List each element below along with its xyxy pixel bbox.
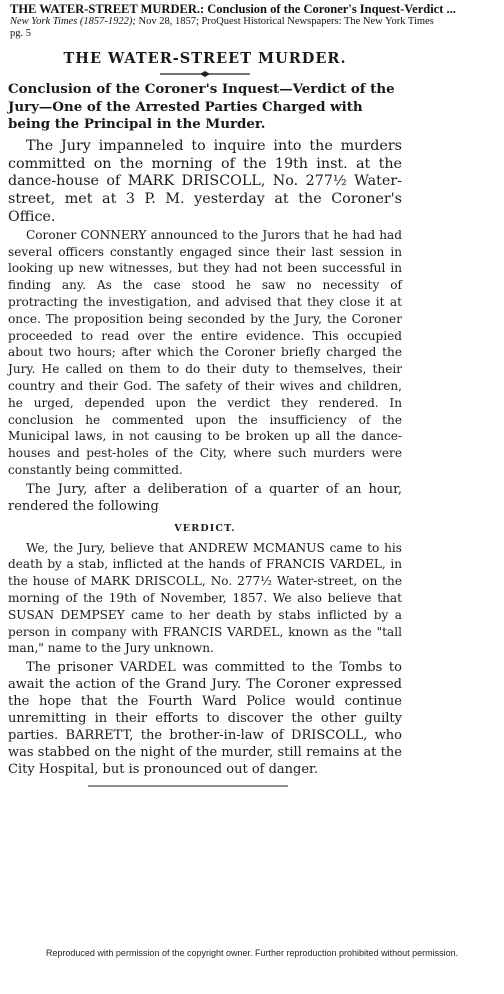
copyright-notice: Reproduced with permission of the copyright owner. Further reproduction prohibited without permission. xyxy=(45,948,459,958)
citation-source xyxy=(10,16,496,28)
subheadline: Conclusion of the Coroner's Inquest—Verdict of the Jury—One of the Arrested Parties Charged with being the Principal in the Murder. xyxy=(8,81,395,133)
citation-page: pg. 5 xyxy=(10,28,31,39)
paragraph-2: Coroner CONNERY announced to the Jurors that he had had several officers constantly engaged since their last session in looking up new witnesses, but they had not been successful in finding any. As the case stood he saw no necessity of protracting the investigation, and advised that they close it at once. The proposition being seconded by the Jury, the Coroner proceeded to read over the entire evidence. This occupied about two hours; after which the Coroner briefly charged the Jury. He called on them to do their duty to themselves, their country and their God. The safety of their wives and children, he urged, depended upon the verdict they rendered. In conclusion he commented upon the insufficiency of the Municipal laws, in not causing to be broken up all the dance-houses and pest-holes of the City, where such murders were constantly being committed. xyxy=(8,227,402,477)
paragraph-5: The prisoner VARDEL was committed to the Tombs to await the action of the Grand Jury. The Coroner expressed the hope that the Fourth Ward Police would continue unremitting in their efforts to discover the other guilty parties. BARRETT, the brother-in-law of DRISCOLL, who was stabbed on the night of the murder, still remains at the City Hospital, but is pronounced out of danger. xyxy=(8,660,402,778)
citation-details: Nov 28, 1857; ProQuest Historical Newspapers: The New York Times xyxy=(135,16,434,27)
verdict-heading: VERDICT. xyxy=(174,522,236,534)
paragraph-3: The Jury, after a deliberation of a quarter of an hour, rendered the following xyxy=(8,481,402,514)
citation-header xyxy=(10,2,496,40)
headline: THE WATER-STREET MURDER. xyxy=(63,50,347,67)
article-body xyxy=(8,138,402,778)
end-rule xyxy=(88,784,288,788)
ornament-rule xyxy=(160,71,250,77)
citation-title: THE WATER-STREET MURDER.: Conclusion of the Coroner's Inquest-Verdict ... xyxy=(10,2,456,16)
publication-name: New York Times (1857-1922); xyxy=(10,16,136,27)
paragraph-4: We, the Jury, believe that ANDREW MCMANUS came to his death by a stab, inflicted at the hands of FRANCIS VARDEL, in the house of MARK DRISCOLL, No. 277½ Water-street, on the morning of the 19th of November, 1857. We also believe that SUSAN DEMPSEY came to her death by stabs inflicted by a person in company with FRANCIS VARDEL, known as the "tall man," name to the Jury unknown. xyxy=(8,540,402,656)
article xyxy=(8,42,402,788)
paragraph-1: The Jury impanneled to inquire into the murders committed on the morning of the 19th inst. at the dance-house of MARK DRISCOLL, No. 277½ Water-street, met at 3 P. M. yesterday at the Coroner's Office. xyxy=(8,137,402,225)
